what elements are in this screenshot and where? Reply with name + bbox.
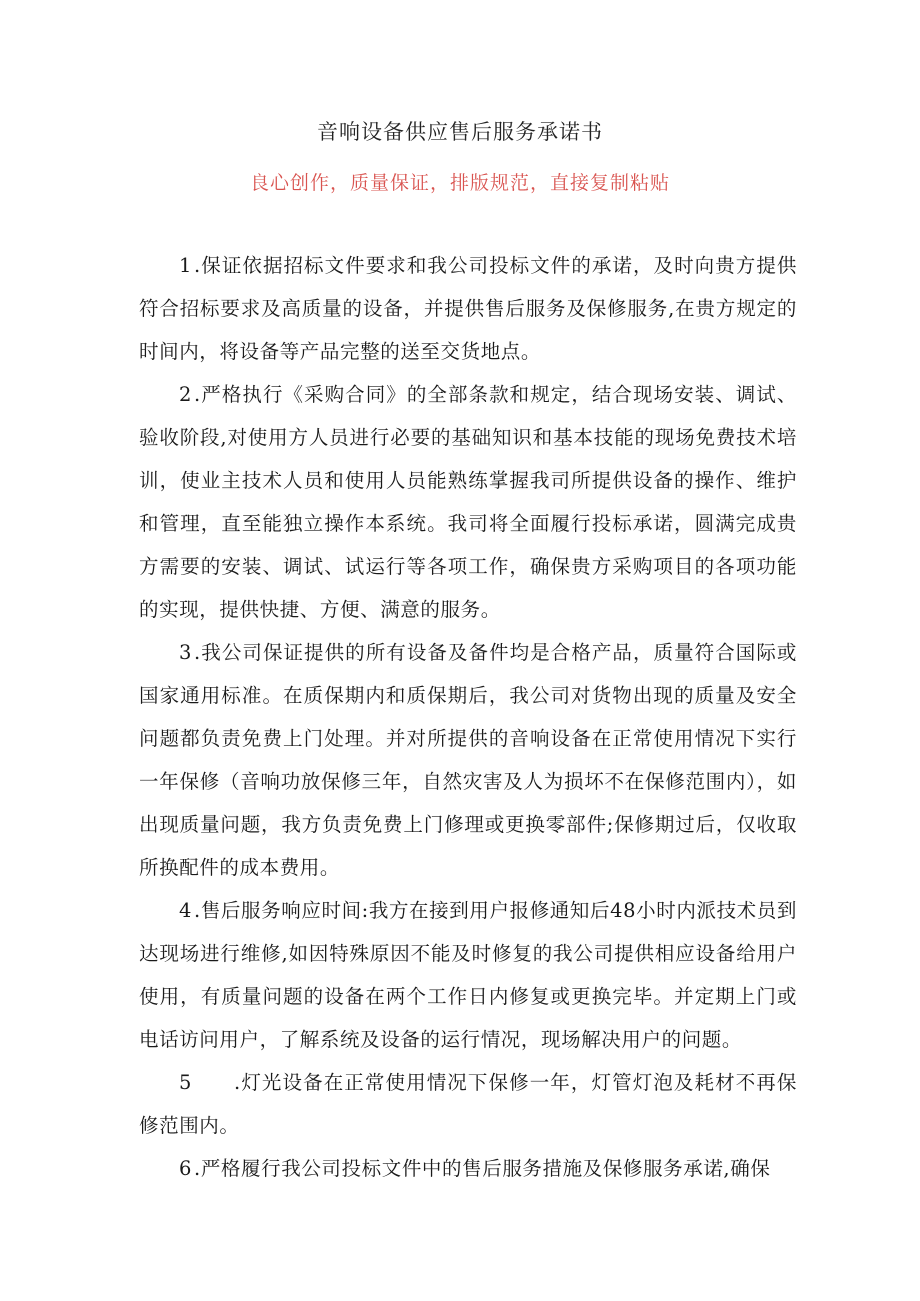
paragraph-4 [139, 889, 797, 1061]
paragraph-text: .我公司保证提供的所有设备及备件均是合格产品，质量符合国际或国家通用标准。在质保期内和质保期后，我公司对货物出现的质量及安全问题都负责免费上门处理。并对所提供的音响设备在正常使用情况下实行一年保修（音响功放保修三年，自然灾害及人为损坏不在保修范围内），如出现质量问题，我方负责免费上门修理或更换零部件;保修期过后，仅收取所换配件的成本费用。 [139, 641, 797, 879]
document-body [139, 244, 797, 1190]
paragraph-number: 3 [179, 641, 193, 664]
paragraph-text: .售后服务响应时间:我方在接到用户报修通知后48小时内派技术员到达现场进行维修,如因特殊原因不能及时修复的我公司提供相应设备给用户使用，有质量问题的设备在两个工作日内修复或更换完毕。并定期上门或电话访问用户，了解系统及设备的运行情况，现场解决用户的问题。 [139, 899, 797, 1051]
paragraph-number: 6 [179, 1157, 193, 1180]
paragraph-3 [139, 631, 797, 889]
paragraph-number: 1 [179, 254, 193, 277]
paragraph-text: .严格执行《采购合同》的全部条款和规定，结合现场安装、调试、验收阶段,对使用方人员进行必要的基础知识和基本技能的现场免费技术培训，使业主技术人员和使用人员能熟练掌握我司所提供设备的操作、维护和管理，直至能独立操作本系统。我司将全面履行投标承诺，圆满完成贵方需要的安装、调试、试运行等各项工作，确保贵方采购项目的各项功能的实现，提供快捷、方便、满意的服务。 [139, 383, 797, 621]
document-title: 音响设备供应售后服务承诺书 [317, 120, 603, 144]
paragraph-text: .保证依据招标文件要求和我公司投标文件的承诺，及时向贵方提供符合招标要求及高质量的设备，并提供售后服务及保修服务,在贵方规定的时间内，将设备等产品完整的送至交货地点。 [139, 254, 797, 363]
paragraph-5 [139, 1061, 797, 1147]
paragraph-1 [139, 244, 797, 373]
paragraph-number: 2 [179, 383, 193, 406]
paragraph-text: .严格履行我公司投标文件中的售后服务措施及保修服务承诺,确保 [194, 1157, 771, 1180]
paragraph-6 [139, 1147, 797, 1190]
document-subtitle: 良心创作，质量保证，排版规范，直接复制粘贴 [249, 172, 670, 194]
paragraph-2 [139, 373, 797, 631]
paragraph-text: .灯光设备在正常使用情况下保修一年，灯管灯泡及耗材不再保修范围内。 [139, 1071, 797, 1137]
paragraph-number: 4 [179, 899, 193, 922]
paragraph-number: 5 [179, 1071, 193, 1094]
